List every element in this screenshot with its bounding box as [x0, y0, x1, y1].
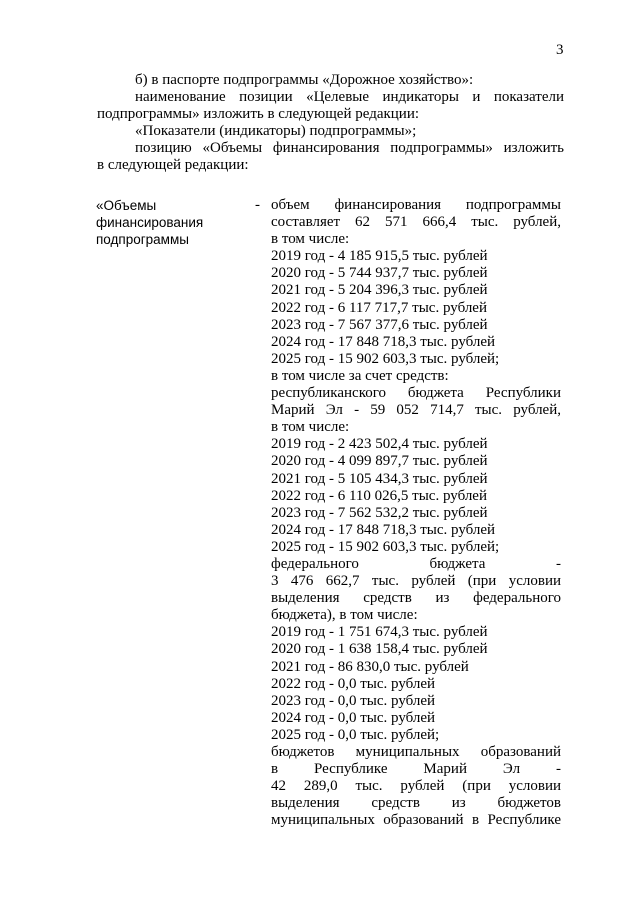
intro-line-4b: в следующей редакции:	[97, 157, 249, 174]
funding-line: 3 476 662,7 тыс. рублей (при условии	[271, 573, 561, 590]
funding-line: 2022 год - 0,0 тыс. рублей	[271, 675, 436, 692]
funding-line: Марий Эл - 59 052 714,7 тыс. рублей,	[271, 402, 561, 419]
funding-line: выделения средств из бюджетов	[271, 795, 561, 812]
position-name	[96, 197, 246, 248]
funding-line: 2019 год - 2 423 502,4 тыс. рублей	[271, 436, 488, 453]
funding-line: 2019 год - 4 185 915,5 тыс. рублей	[271, 248, 488, 265]
position-name-line-3: подпрограммы	[96, 232, 189, 248]
funding-line: в Республике Марий Эл -	[271, 761, 561, 778]
intro-line-4a: позицию «Объемы финансирования подпрограммы» изложить	[135, 140, 564, 157]
position-name-line-2: финансирования	[96, 215, 204, 231]
funding-line: 2021 год - 5 105 434,3 тыс. рублей	[271, 470, 488, 487]
position-name-line-1: «Объемы	[96, 198, 157, 213]
funding-line: 2022 год - 6 110 026,5 тыс. рублей	[271, 487, 487, 504]
funding-line: 2022 год - 6 117 717,7 тыс. рублей	[271, 299, 487, 316]
funding-line: 2020 год - 5 744 937,7 тыс. рублей	[271, 265, 488, 282]
funding-line: 2023 год - 0,0 тыс. рублей	[271, 692, 436, 709]
intro-text	[97, 72, 564, 175]
funding-line: 2024 год - 17 848 718,3 тыс. рублей	[271, 333, 496, 350]
intro-line-1: б) в паспорте подпрограммы «Дорожное хозяйство»:	[135, 72, 474, 88]
funding-line: 2023 год - 7 567 377,6 тыс. рублей	[271, 316, 488, 333]
funding-line: 2023 год - 7 562 532,2 тыс. рублей	[271, 504, 488, 521]
intro-line-3: «Показатели (индикаторы) подпрограммы»;	[135, 123, 417, 140]
funding-line: 42 289,0 тыс. рублей (при условии	[271, 778, 561, 795]
funding-line: республиканского бюджета Республики	[271, 385, 561, 402]
intro-line-2a: наименование позиции «Целевые индикаторы и показатели	[135, 89, 564, 106]
funding-line: в том числе:	[271, 419, 350, 436]
funding-line: федерального бюджета -	[271, 555, 561, 572]
funding-line: муниципальных образований в Республике	[271, 812, 561, 829]
intro-line-2b: подпрограммы» изложить в следующей редакции:	[97, 106, 420, 123]
funding-line: 2021 год - 5 204 396,3 тыс. рублей	[271, 282, 488, 299]
funding-line: 2021 год - 86 830,0 тыс. рублей	[271, 658, 469, 675]
funding-line: 2025 год - 15 902 603,3 тыс. рублей;	[271, 350, 500, 367]
funding-line: 2025 год - 15 902 603,3 тыс. рублей;	[271, 538, 500, 555]
page-number: 3	[556, 42, 564, 58]
funding-line: 2020 год - 4 099 897,7 тыс. рублей	[271, 453, 488, 470]
funding-line: 2024 год - 17 848 718,3 тыс. рублей	[271, 521, 496, 538]
funding-line: 2020 год - 1 638 158,4 тыс. рублей	[271, 641, 488, 658]
funding-line: объем финансирования подпрограммы	[271, 197, 561, 213]
funding-line: выделения средств из федерального	[271, 590, 561, 607]
funding-line: в том числе за счет средств:	[271, 367, 449, 384]
separator-dash: -	[255, 197, 260, 213]
funding-line: 2019 год - 1 751 674,3 тыс. рублей	[271, 624, 488, 641]
funding-line: в том числе:	[271, 231, 350, 248]
funding-description	[271, 197, 561, 829]
funding-line: бюджета), в том числе:	[271, 607, 418, 624]
funding-line: 2025 год - 0,0 тыс. рублей;	[271, 726, 440, 743]
funding-line: 2024 год - 0,0 тыс. рублей	[271, 709, 436, 726]
funding-line: бюджетов муниципальных образований	[271, 744, 561, 760]
funding-line: составляет 62 571 666,4 тыс. рублей,	[271, 214, 561, 231]
